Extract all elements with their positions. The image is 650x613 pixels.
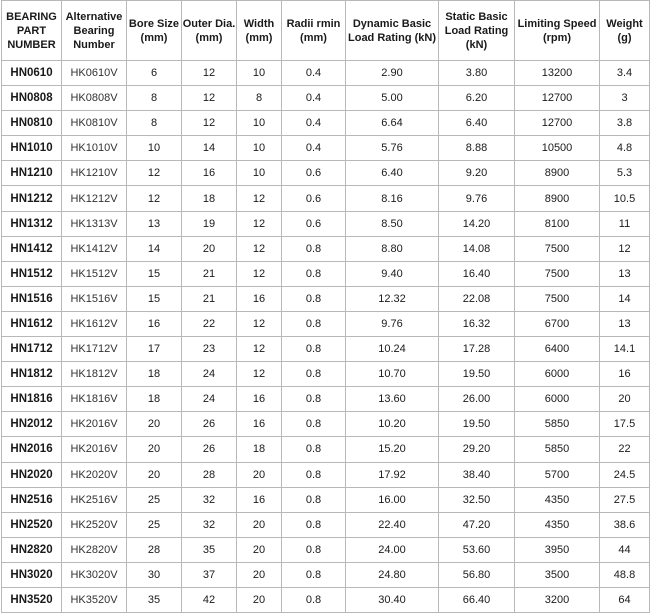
cell-weight: 24.5 — [600, 462, 650, 487]
cell-part-number: HN3020 — [2, 562, 62, 587]
cell-limiting-speed: 12700 — [515, 111, 600, 136]
cell-static-load: 56.80 — [439, 562, 515, 587]
cell-part-number: HN0810 — [2, 111, 62, 136]
cell-alt-number: HK1612V — [62, 311, 127, 336]
cell-static-load: 14.20 — [439, 211, 515, 236]
cell-part-number: HN0610 — [2, 61, 62, 86]
cell-outer-dia: 35 — [182, 537, 237, 562]
cell-dynamic-load: 9.40 — [346, 261, 439, 286]
cell-radii: 0.6 — [282, 161, 346, 186]
cell-part-number: HN1010 — [2, 136, 62, 161]
cell-static-load: 9.76 — [439, 186, 515, 211]
cell-bore-size: 12 — [127, 186, 182, 211]
cell-weight: 3.8 — [600, 111, 650, 136]
cell-width: 20 — [237, 562, 282, 587]
table-row — [2, 61, 650, 86]
cell-alt-number: HK3020V — [62, 562, 127, 587]
cell-alt-number: HK0610V — [62, 61, 127, 86]
cell-alt-number: HK1210V — [62, 161, 127, 186]
cell-bore-size: 25 — [127, 487, 182, 512]
cell-dynamic-load: 2.90 — [346, 61, 439, 86]
cell-limiting-speed: 3200 — [515, 587, 600, 612]
cell-width: 12 — [237, 362, 282, 387]
cell-outer-dia: 37 — [182, 562, 237, 587]
cell-static-load: 9.20 — [439, 161, 515, 186]
cell-weight: 44 — [600, 537, 650, 562]
cell-part-number: HN1212 — [2, 186, 62, 211]
cell-part-number: HN1812 — [2, 362, 62, 387]
cell-alt-number: HK1412V — [62, 236, 127, 261]
cell-alt-number: HK1010V — [62, 136, 127, 161]
cell-radii: 0.8 — [282, 537, 346, 562]
cell-alt-number: HK1816V — [62, 387, 127, 412]
cell-limiting-speed: 6400 — [515, 337, 600, 362]
cell-bore-size: 15 — [127, 261, 182, 286]
cell-bore-size: 14 — [127, 236, 182, 261]
cell-static-load: 17.28 — [439, 337, 515, 362]
cell-weight: 5.3 — [600, 161, 650, 186]
cell-weight: 22 — [600, 437, 650, 462]
table-row — [2, 186, 650, 211]
cell-bore-size: 35 — [127, 587, 182, 612]
cell-bore-size: 17 — [127, 337, 182, 362]
cell-part-number: HN1210 — [2, 161, 62, 186]
cell-static-load: 16.32 — [439, 311, 515, 336]
cell-dynamic-load: 15.20 — [346, 437, 439, 462]
cell-dynamic-load: 8.50 — [346, 211, 439, 236]
table-row — [2, 161, 650, 186]
cell-limiting-speed: 10500 — [515, 136, 600, 161]
cell-radii: 0.6 — [282, 186, 346, 211]
header-outer-dia: Outer Dia. (mm) — [182, 1, 237, 61]
cell-part-number: HN1412 — [2, 236, 62, 261]
cell-width: 16 — [237, 387, 282, 412]
table-row — [2, 562, 650, 587]
cell-outer-dia: 22 — [182, 311, 237, 336]
cell-dynamic-load: 10.24 — [346, 337, 439, 362]
table-row — [2, 512, 650, 537]
cell-alt-number: HK0808V — [62, 86, 127, 111]
cell-dynamic-load: 10.20 — [346, 412, 439, 437]
cell-bore-size: 10 — [127, 136, 182, 161]
cell-alt-number: HK1712V — [62, 337, 127, 362]
cell-width: 10 — [237, 161, 282, 186]
cell-bore-size: 16 — [127, 311, 182, 336]
cell-bore-size: 20 — [127, 437, 182, 462]
cell-dynamic-load: 30.40 — [346, 587, 439, 612]
cell-bore-size: 25 — [127, 512, 182, 537]
cell-part-number: HN2012 — [2, 412, 62, 437]
cell-alt-number: HK2516V — [62, 487, 127, 512]
table-row — [2, 487, 650, 512]
cell-weight: 3 — [600, 86, 650, 111]
header-dynamic-load: Dynamic Basic Load Rating (kN) — [346, 1, 439, 61]
header-part-number: BEARING PART NUMBER — [2, 1, 62, 61]
cell-alt-number: HK2016V — [62, 412, 127, 437]
cell-radii: 0.8 — [282, 487, 346, 512]
cell-weight: 20 — [600, 387, 650, 412]
cell-radii: 0.8 — [282, 362, 346, 387]
cell-weight: 27.5 — [600, 487, 650, 512]
cell-dynamic-load: 22.40 — [346, 512, 439, 537]
cell-limiting-speed: 6000 — [515, 362, 600, 387]
cell-radii: 0.8 — [282, 236, 346, 261]
cell-weight: 11 — [600, 211, 650, 236]
cell-width: 8 — [237, 86, 282, 111]
table-row — [2, 311, 650, 336]
cell-static-load: 6.40 — [439, 111, 515, 136]
cell-alt-number: HK2020V — [62, 462, 127, 487]
cell-bore-size: 8 — [127, 86, 182, 111]
cell-part-number: HN2016 — [2, 437, 62, 462]
cell-dynamic-load: 24.80 — [346, 562, 439, 587]
cell-weight: 13 — [600, 311, 650, 336]
cell-radii: 0.8 — [282, 412, 346, 437]
cell-width: 12 — [237, 311, 282, 336]
header-alternative-number: Alternative Bearing Number — [62, 1, 127, 61]
cell-width: 20 — [237, 462, 282, 487]
cell-radii: 0.8 — [282, 387, 346, 412]
cell-radii: 0.4 — [282, 136, 346, 161]
cell-weight: 13 — [600, 261, 650, 286]
cell-radii: 0.8 — [282, 512, 346, 537]
cell-outer-dia: 18 — [182, 186, 237, 211]
cell-outer-dia: 32 — [182, 512, 237, 537]
cell-limiting-speed: 5700 — [515, 462, 600, 487]
cell-alt-number: HK1313V — [62, 211, 127, 236]
table-row — [2, 362, 650, 387]
header-width: Width (mm) — [237, 1, 282, 61]
cell-outer-dia: 42 — [182, 587, 237, 612]
cell-part-number: HN1516 — [2, 286, 62, 311]
table-row — [2, 437, 650, 462]
cell-bore-size: 18 — [127, 362, 182, 387]
cell-weight: 12 — [600, 236, 650, 261]
cell-weight: 64 — [600, 587, 650, 612]
cell-outer-dia: 12 — [182, 111, 237, 136]
cell-radii: 0.8 — [282, 311, 346, 336]
cell-width: 10 — [237, 111, 282, 136]
cell-alt-number: HK2820V — [62, 537, 127, 562]
cell-alt-number: HK0810V — [62, 111, 127, 136]
cell-outer-dia: 32 — [182, 487, 237, 512]
cell-static-load: 8.88 — [439, 136, 515, 161]
cell-outer-dia: 19 — [182, 211, 237, 236]
cell-weight: 4.8 — [600, 136, 650, 161]
cell-weight: 16 — [600, 362, 650, 387]
cell-weight: 48.8 — [600, 562, 650, 587]
cell-width: 16 — [237, 412, 282, 437]
cell-outer-dia: 24 — [182, 387, 237, 412]
cell-weight: 38.6 — [600, 512, 650, 537]
cell-limiting-speed: 7500 — [515, 236, 600, 261]
cell-width: 12 — [237, 236, 282, 261]
cell-outer-dia: 20 — [182, 236, 237, 261]
cell-outer-dia: 24 — [182, 362, 237, 387]
cell-weight: 14.1 — [600, 337, 650, 362]
header-limiting-speed: Limiting Speed (rpm) — [515, 1, 600, 61]
cell-width: 12 — [237, 211, 282, 236]
cell-radii: 0.8 — [282, 587, 346, 612]
cell-width: 20 — [237, 537, 282, 562]
cell-static-load: 3.80 — [439, 61, 515, 86]
cell-alt-number: HK1812V — [62, 362, 127, 387]
cell-limiting-speed: 6000 — [515, 387, 600, 412]
cell-alt-number: HK1516V — [62, 286, 127, 311]
cell-static-load: 14.08 — [439, 236, 515, 261]
cell-static-load: 66.40 — [439, 587, 515, 612]
cell-static-load: 47.20 — [439, 512, 515, 537]
cell-width: 16 — [237, 286, 282, 311]
cell-limiting-speed: 13200 — [515, 61, 600, 86]
cell-limiting-speed: 8900 — [515, 161, 600, 186]
cell-alt-number: HK3520V — [62, 587, 127, 612]
cell-outer-dia: 21 — [182, 261, 237, 286]
cell-outer-dia: 23 — [182, 337, 237, 362]
cell-limiting-speed: 7500 — [515, 286, 600, 311]
cell-part-number: HN0808 — [2, 86, 62, 111]
cell-dynamic-load: 5.76 — [346, 136, 439, 161]
cell-limiting-speed: 5850 — [515, 437, 600, 462]
cell-bore-size: 18 — [127, 387, 182, 412]
cell-outer-dia: 12 — [182, 86, 237, 111]
cell-weight: 17.5 — [600, 412, 650, 437]
cell-static-load: 32.50 — [439, 487, 515, 512]
cell-part-number: HN1612 — [2, 311, 62, 336]
cell-dynamic-load: 9.76 — [346, 311, 439, 336]
cell-limiting-speed: 4350 — [515, 512, 600, 537]
cell-width: 10 — [237, 136, 282, 161]
header-weight: Weight (g) — [600, 1, 650, 61]
cell-alt-number: HK1512V — [62, 261, 127, 286]
table-row — [2, 86, 650, 111]
cell-limiting-speed: 6700 — [515, 311, 600, 336]
cell-limiting-speed: 4350 — [515, 487, 600, 512]
cell-radii: 0.8 — [282, 261, 346, 286]
cell-dynamic-load: 5.00 — [346, 86, 439, 111]
cell-radii: 0.8 — [282, 462, 346, 487]
cell-part-number: HN1512 — [2, 261, 62, 286]
cell-static-load: 19.50 — [439, 412, 515, 437]
table-row — [2, 587, 650, 612]
cell-outer-dia: 26 — [182, 412, 237, 437]
cell-outer-dia: 26 — [182, 437, 237, 462]
cell-limiting-speed: 8100 — [515, 211, 600, 236]
cell-static-load: 38.40 — [439, 462, 515, 487]
cell-radii: 0.8 — [282, 562, 346, 587]
table-body — [2, 61, 650, 613]
cell-outer-dia: 16 — [182, 161, 237, 186]
cell-dynamic-load: 6.40 — [346, 161, 439, 186]
cell-part-number: HN1312 — [2, 211, 62, 236]
cell-width: 16 — [237, 487, 282, 512]
cell-static-load: 26.00 — [439, 387, 515, 412]
cell-limiting-speed: 12700 — [515, 86, 600, 111]
cell-dynamic-load: 17.92 — [346, 462, 439, 487]
cell-bore-size: 6 — [127, 61, 182, 86]
cell-weight: 14 — [600, 286, 650, 311]
cell-dynamic-load: 8.16 — [346, 186, 439, 211]
header-radii: Radii rmin (mm) — [282, 1, 346, 61]
cell-width: 10 — [237, 61, 282, 86]
cell-part-number: HN2020 — [2, 462, 62, 487]
table-row — [2, 111, 650, 136]
cell-dynamic-load: 8.80 — [346, 236, 439, 261]
cell-part-number: HN1816 — [2, 387, 62, 412]
header-bore-size: Bore Size (mm) — [127, 1, 182, 61]
cell-dynamic-load: 6.64 — [346, 111, 439, 136]
cell-part-number: HN1712 — [2, 337, 62, 362]
cell-limiting-speed: 3950 — [515, 537, 600, 562]
cell-width: 20 — [237, 587, 282, 612]
cell-width: 12 — [237, 186, 282, 211]
cell-radii: 0.6 — [282, 211, 346, 236]
cell-bore-size: 30 — [127, 562, 182, 587]
cell-width: 12 — [237, 261, 282, 286]
cell-static-load: 6.20 — [439, 86, 515, 111]
header-static-load: Static Basic Load Rating (kN) — [439, 1, 515, 61]
cell-limiting-speed: 5850 — [515, 412, 600, 437]
cell-static-load: 16.40 — [439, 261, 515, 286]
cell-bore-size: 13 — [127, 211, 182, 236]
cell-outer-dia: 28 — [182, 462, 237, 487]
cell-part-number: HN2516 — [2, 487, 62, 512]
cell-radii: 0.4 — [282, 61, 346, 86]
cell-part-number: HN3520 — [2, 587, 62, 612]
cell-bore-size: 20 — [127, 462, 182, 487]
cell-radii: 0.4 — [282, 86, 346, 111]
cell-bore-size: 28 — [127, 537, 182, 562]
cell-alt-number: HK2520V — [62, 512, 127, 537]
table-row — [2, 286, 650, 311]
cell-radii: 0.8 — [282, 286, 346, 311]
cell-static-load: 19.50 — [439, 362, 515, 387]
cell-static-load: 53.60 — [439, 537, 515, 562]
cell-limiting-speed: 8900 — [515, 186, 600, 211]
table-row — [2, 387, 650, 412]
cell-limiting-speed: 7500 — [515, 261, 600, 286]
cell-static-load: 22.08 — [439, 286, 515, 311]
table-row — [2, 412, 650, 437]
cell-weight: 3.4 — [600, 61, 650, 86]
cell-radii: 0.4 — [282, 111, 346, 136]
cell-part-number: HN2520 — [2, 512, 62, 537]
cell-part-number: HN2820 — [2, 537, 62, 562]
table-row — [2, 537, 650, 562]
cell-outer-dia: 12 — [182, 61, 237, 86]
table-row — [2, 236, 650, 261]
cell-bore-size: 20 — [127, 412, 182, 437]
cell-width: 20 — [237, 512, 282, 537]
cell-alt-number: HK1212V — [62, 186, 127, 211]
table-row — [2, 337, 650, 362]
cell-alt-number: HK2016V — [62, 437, 127, 462]
table-row — [2, 261, 650, 286]
cell-static-load: 29.20 — [439, 437, 515, 462]
cell-dynamic-load: 13.60 — [346, 387, 439, 412]
cell-outer-dia: 14 — [182, 136, 237, 161]
bearing-spec-table — [1, 0, 650, 613]
cell-dynamic-load: 24.00 — [346, 537, 439, 562]
cell-outer-dia: 21 — [182, 286, 237, 311]
cell-dynamic-load: 10.70 — [346, 362, 439, 387]
cell-weight: 10.5 — [600, 186, 650, 211]
cell-radii: 0.8 — [282, 437, 346, 462]
cell-width: 12 — [237, 337, 282, 362]
cell-bore-size: 12 — [127, 161, 182, 186]
cell-bore-size: 8 — [127, 111, 182, 136]
cell-dynamic-load: 16.00 — [346, 487, 439, 512]
table-header-row — [2, 1, 650, 61]
cell-bore-size: 15 — [127, 286, 182, 311]
table-row — [2, 136, 650, 161]
table-row — [2, 211, 650, 236]
cell-limiting-speed: 3500 — [515, 562, 600, 587]
cell-width: 18 — [237, 437, 282, 462]
cell-radii: 0.8 — [282, 337, 346, 362]
cell-dynamic-load: 12.32 — [346, 286, 439, 311]
table-row — [2, 462, 650, 487]
